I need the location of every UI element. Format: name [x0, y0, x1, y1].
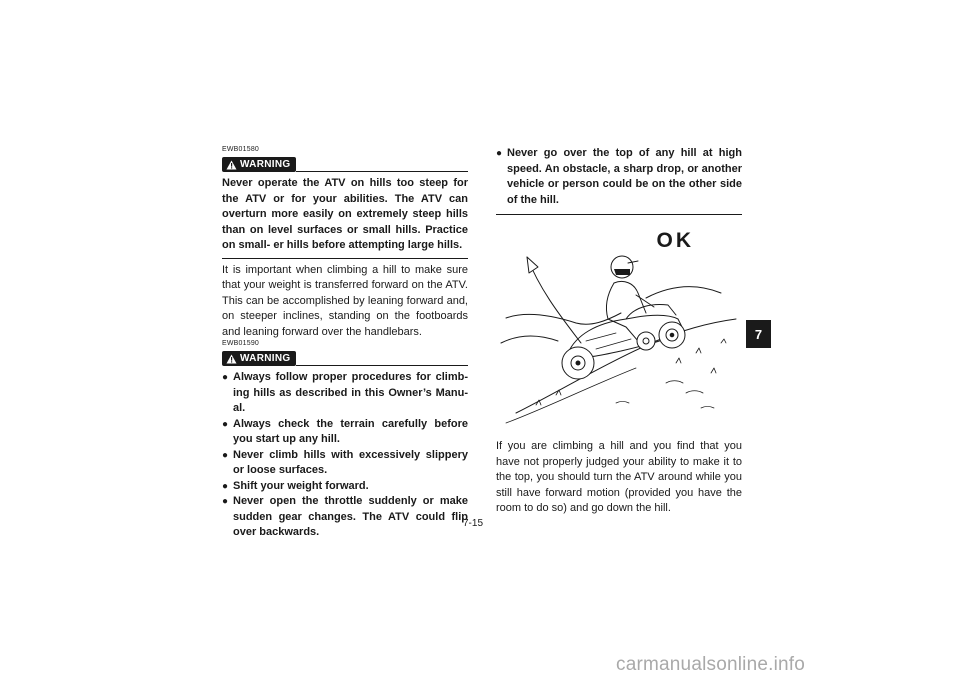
warning-triangle-icon [226, 354, 237, 364]
list-item: ● Never go over the top of any hill at high speed. An obstacle, a sharp drop, or another vehicle or person could be on the other side of the hill. [496, 147, 742, 206]
warning-header [222, 156, 468, 173]
warning-end-rule [222, 258, 468, 259]
left-column [222, 146, 468, 541]
bullet-dot-icon: ● [222, 372, 229, 383]
warning-code: EWB01580 [222, 146, 260, 153]
warning-header-rule [296, 171, 468, 172]
warning-code: EWB01590 [222, 340, 260, 347]
chapter-tab: 7 [746, 320, 771, 348]
warning-list [222, 370, 468, 541]
body-paragraph: It is important when climbing a hill to make sure that your weight is transferred forward on the ATV. This can be accomplished by leaning forward and, on steeper inclines, standing on the footboards and leaning forward over the handlebars. [222, 263, 468, 338]
warning-list-continued [496, 146, 742, 208]
warning-badge [222, 351, 296, 366]
bullet-dot-icon: ● [222, 480, 229, 492]
bullet-dot-icon: ● [496, 148, 503, 159]
warning-header [222, 350, 468, 367]
list-item: ● Shift your weight forward. [222, 479, 468, 495]
bullet-dot-icon: ● [222, 449, 229, 461]
page-number: 7-15 [463, 518, 484, 529]
warning-label: WARNING [240, 159, 291, 170]
ok-label: OK [656, 229, 694, 252]
bullet-dot-icon: ● [222, 496, 229, 507]
warning-label: WARNING [240, 353, 291, 364]
watermark: carmanualsonline.info [616, 654, 806, 675]
body-paragraph: If you are climbing a hill and you find that you have not properly judged your ability to make it to the top, you should turn the ATV around while you still have forward motion (provided you have the room to do so) and go down the hill. [496, 440, 742, 514]
right-column [496, 146, 742, 517]
list-item: ● Always follow proper procedures for climb- ing hills as described in this Owner’s Manu- al. [222, 371, 468, 414]
warning-text: Never operate the ATV on hills too steep for the ATV or for your abilities. The ATV can overturn more easily on extremely steep hills than on level surfaces or small hills. Practice on small- er hills before attempting large hills. [222, 177, 468, 251]
warning-triangle-icon [226, 160, 237, 170]
atv-hill-climb-illustration [496, 223, 742, 433]
list-item: ● Always check the terrain carefully before you start up any hill. [222, 417, 468, 445]
warning-badge [222, 157, 296, 172]
list-item: ● Never open the throttle suddenly or make sudden gear changes. The ATV could flip over backwards. [222, 495, 468, 538]
atv-rider-drawing [496, 223, 742, 433]
warning-header-rule [296, 365, 468, 366]
list-item: ● Never climb hills with excessively slippery or loose surfaces. [222, 448, 468, 476]
bullet-dot-icon: ● [222, 418, 229, 430]
warning-end-rule [496, 214, 742, 215]
